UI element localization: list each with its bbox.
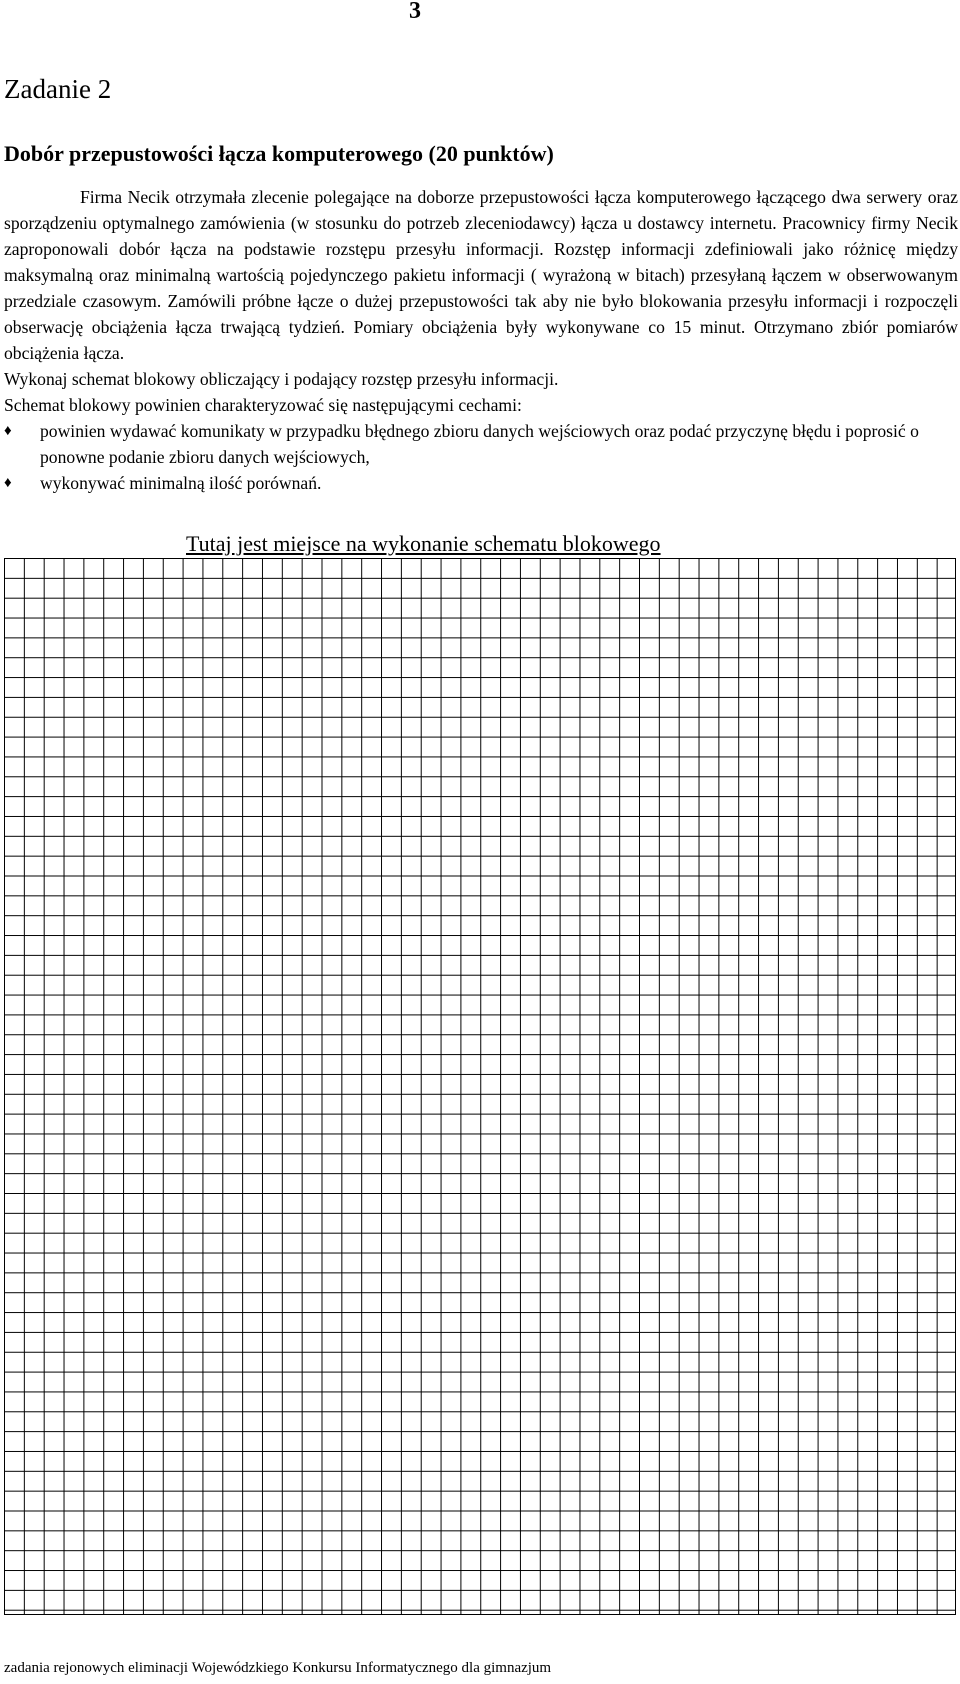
diamond-bullet-icon: ♦ — [4, 475, 12, 491]
task-subtitle: Dobór przepustowości łącza komputerowego (20 punktów) — [4, 141, 554, 166]
task-title: Zadanie 2 — [4, 74, 112, 104]
requirement-text: wykonywać minimalną ilość porównań. — [40, 473, 322, 493]
flowchart-grid-area[interactable] — [4, 558, 956, 1615]
diamond-bullet-icon: ♦ — [4, 423, 12, 439]
page-footer: zadania rejonowych eliminacji Wojewódzkiego Konkursu Informatycznego dla gimnazjum — [4, 1660, 552, 1676]
requirements-list — [4, 418, 958, 496]
requirement-text: powinien wydawać komunikaty w przypadku błędnego zbioru danych wejściowych oraz podać przyczynę błędu i poprosić o ponowne podanie zbioru danych wejściowych, — [40, 421, 919, 467]
task-instruction: Wykonaj schemat blokowy obliczający i podający rozstęp przesyłu informacji. — [4, 369, 559, 389]
requirement-item — [4, 418, 958, 470]
workspace-heading: Tutaj jest miejsce na wykonanie schematu blokowego — [186, 531, 661, 556]
task-description: Firma Necik otrzymała zlecenie polegające na doborze przepustowości łącza komputerowego łączącego dwa serwery oraz sporządzeniu optymalnego zamówienia (w stosunku do potrzeb zleceniodawcy) łącza u dostawcy internetu. Pracownicy firmy Necik zaproponowali dobór łącza na podstawie rozstępu przesyłu informacji. Rozstęp informacji zdefiniowali jako różnicę między maksymalną oraz minimalną wartością pojedynczego pakietu informacji ( wyrażoną w bitach) przesyłaną łączem w obserwowanym przedziale czasowym. Zamówili próbne łącze o dużej przepustowości tak aby nie było blokowania przesyłu informacji i rozpoczęli obserwację obciążenia łącza trwającą tydzień. Pomiary obciążenia były wykonywane co 15 minut. Otrzymano zbiór pomiarów obciążenia łącza. — [4, 187, 958, 363]
requirements-intro: Schemat blokowy powinien charakteryzować się następującymi cechami: — [4, 395, 522, 415]
task-body — [4, 184, 958, 496]
requirement-item — [4, 470, 958, 496]
page-number: 3 — [409, 0, 421, 24]
